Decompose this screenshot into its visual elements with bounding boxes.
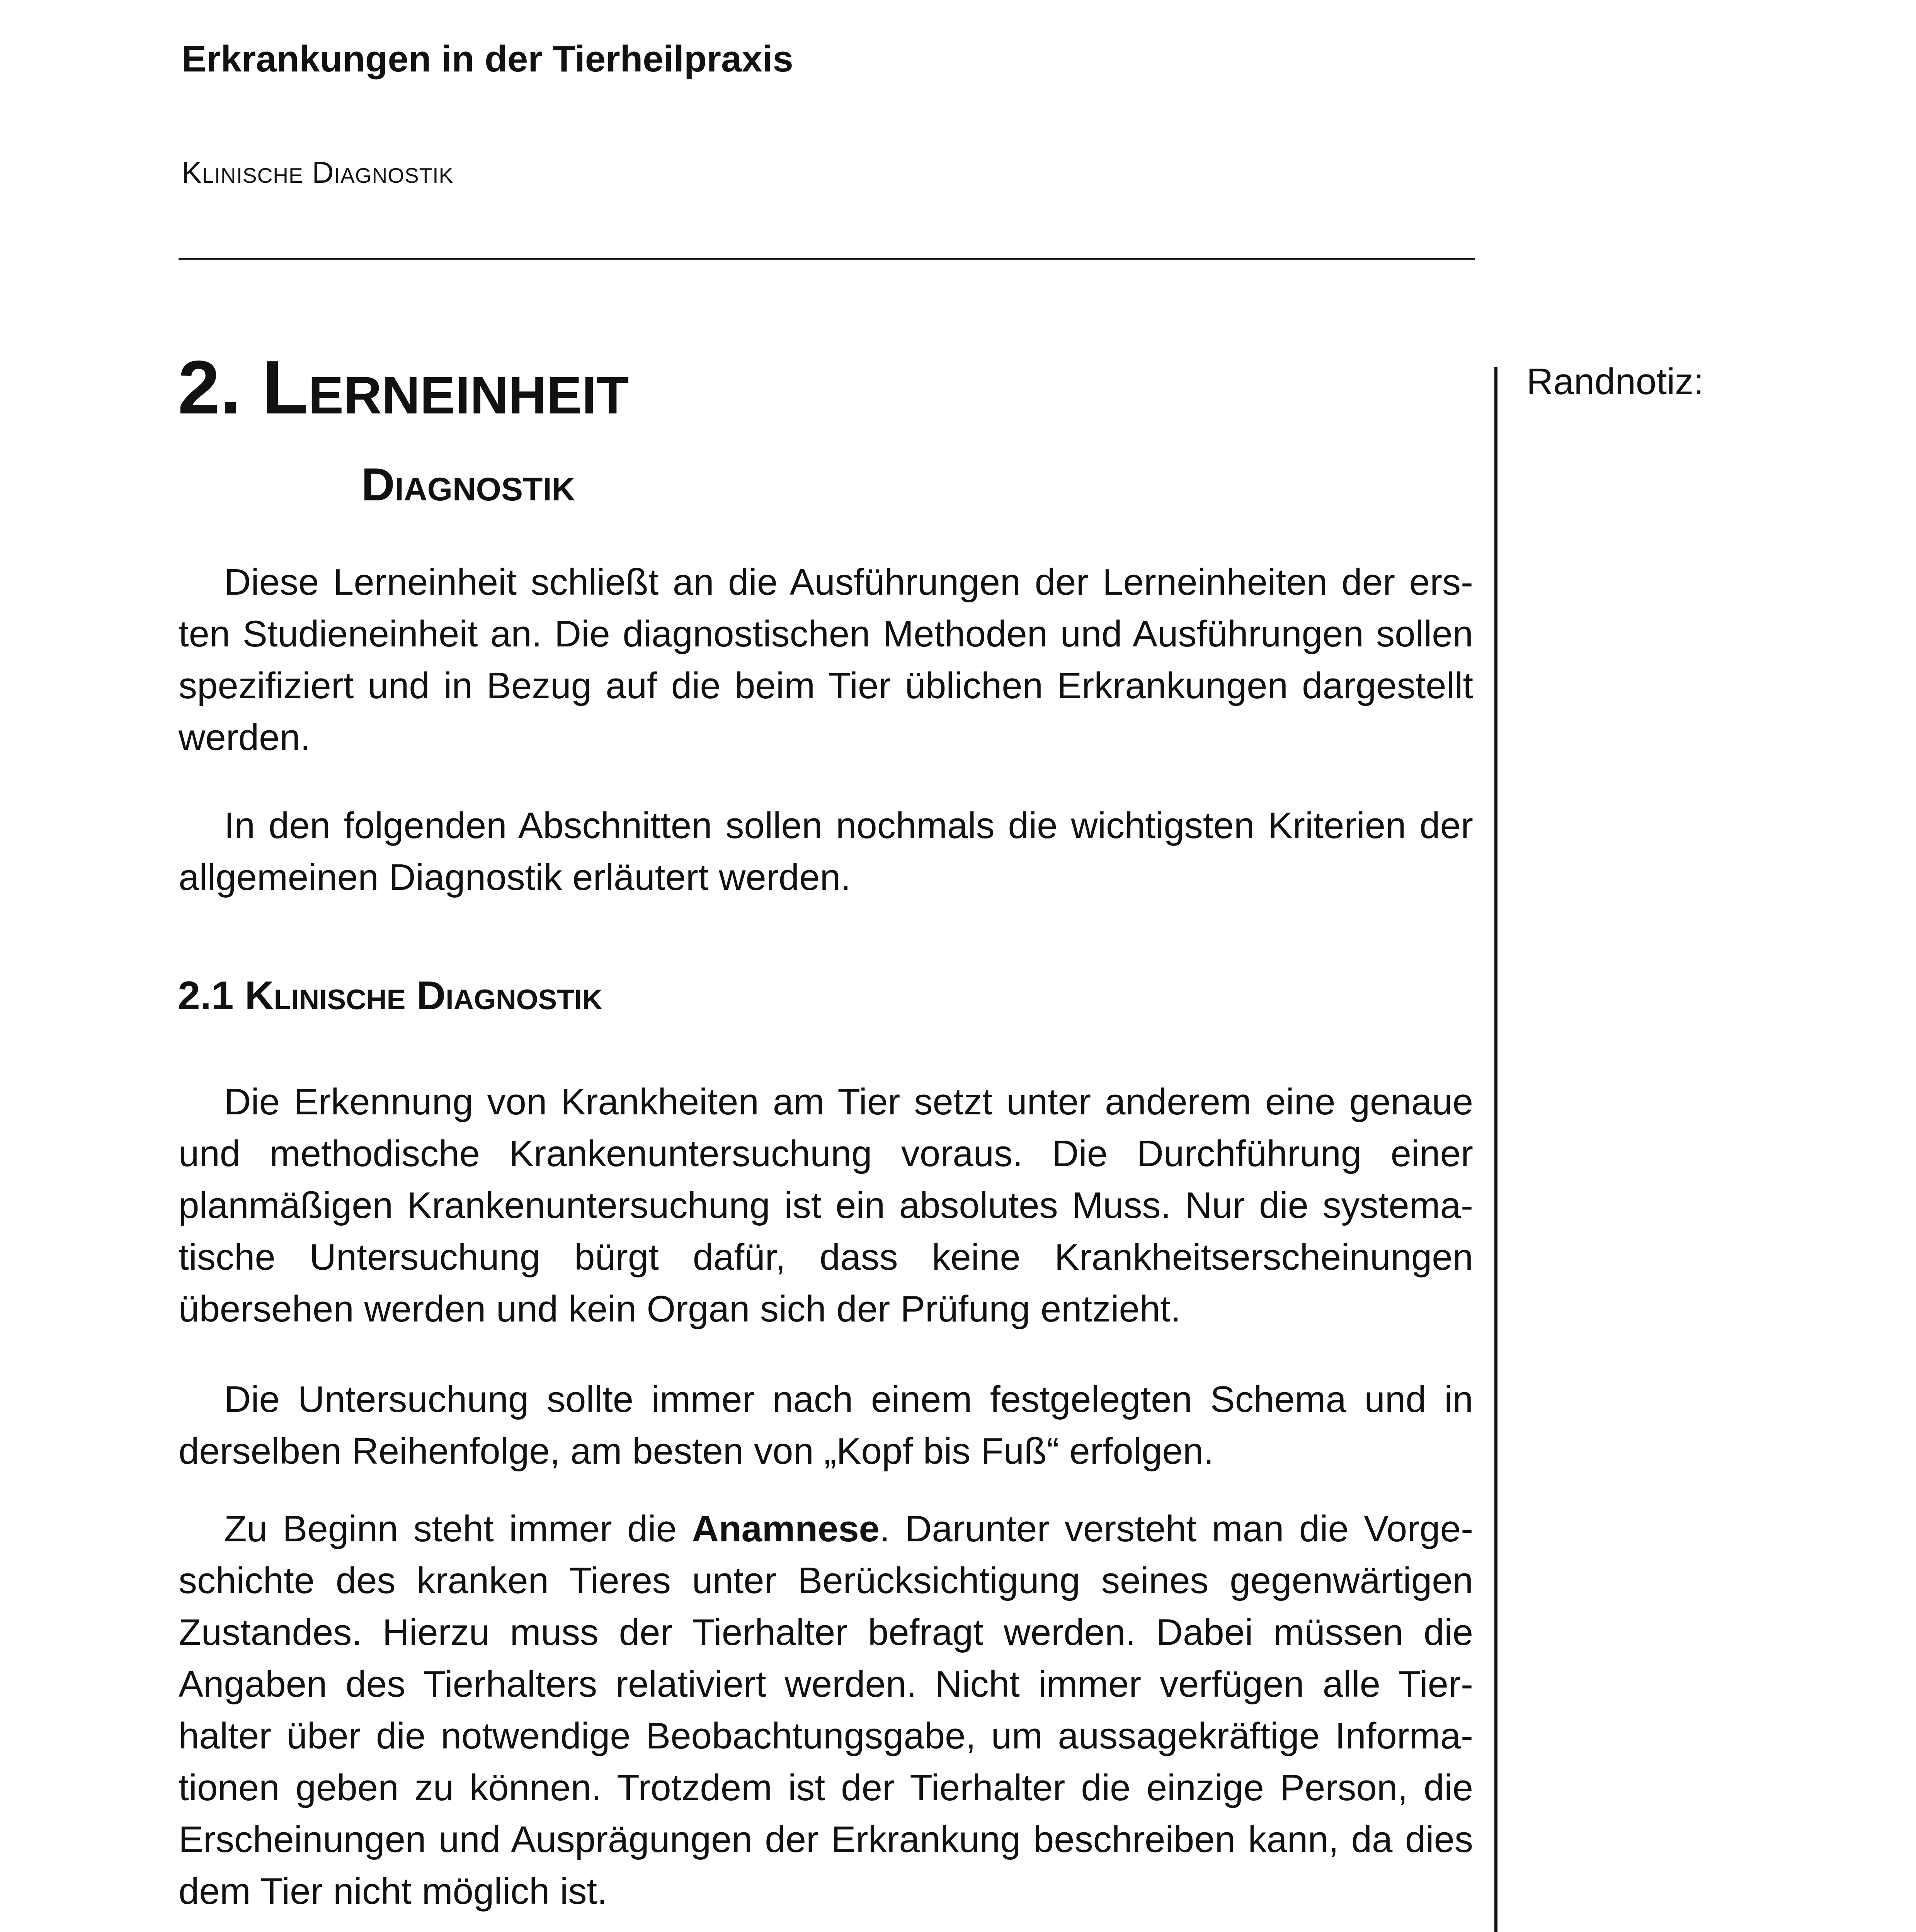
intro-paragraph: Diese Lerneinheit schließt an die Ausführungen der Lerneinheiten der ersten Studieneinheit an. Die diagnostischen Methoden und Ausführungen sollen spezifiziert und in Bezug auf die beim Tier üblichen Erkrankungen dargestellt werden.	[179, 561, 1473, 758]
anamnese-term: Anamnese	[692, 1508, 880, 1549]
running-header-section: Klinische Diagnostik	[182, 155, 454, 189]
intro-paragraph: In den folgenden Abschnitten sollen nochmals die wichtigsten Kriterien der allgemeinen Diagnostik erläutert werden.	[179, 805, 1473, 898]
header-divider	[179, 258, 1475, 260]
anamnese-period: .	[880, 1508, 890, 1549]
section-title: 2.1 Klinische Diagnostik	[178, 973, 602, 1018]
chapter-title: 2. Lerneinheit	[178, 345, 629, 430]
body-paragraph: Die Erkennung von Krankheiten am Tier setzt unter anderem eine genaue und methodische Krankenuntersuchung voraus. Die Durchführung einer planmäßigen Krankenuntersuchung ist ein absolutes Muss. Nur die systematische Untersuchung bürgt dafür, dass keine Krankheitserscheinungen übersehen werden und kein Organ sich der Prüfung entzieht.	[179, 1081, 1473, 1330]
body-paragraph: Die Untersuchung sollte immer nach einem festgelegten Schema und in derselben Reihenfolge, am besten von „Kopf bis Fuß“ erfolgen.	[179, 1379, 1473, 1472]
anamnese-text: Darunter versteht man die Vorgeschichte des kranken Tieres unter Berücksichtigung seines gegenwärtigen Zustandes. Hierzu muss der Tierhalter befragt werden. Dabei müssen die Angaben des Tierhalters relativiert werden. Nicht immer verfügen alle Tierhalter über die notwendige Beobachtungsgabe, um aussagekräftige Informationen geben zu können. Trotzdem ist der Tierhalter die einzige Person, die Erscheinungen und Ausprägungen der Erkrankung beschreiben kann, da dies dem Tier nicht möglich ist.	[179, 1508, 1474, 1912]
margin-divider	[1494, 367, 1497, 1932]
anamnese-intro: Zu Beginn steht immer die	[224, 1508, 677, 1549]
running-header-title: Erkrankungen in der Tierheilpraxis	[182, 38, 793, 80]
chapter-subtitle: Diagnostik	[361, 459, 575, 510]
margin-note-label: Randnotiz:	[1526, 361, 1704, 402]
anamnese-paragraph	[179, 1503, 1473, 1917]
